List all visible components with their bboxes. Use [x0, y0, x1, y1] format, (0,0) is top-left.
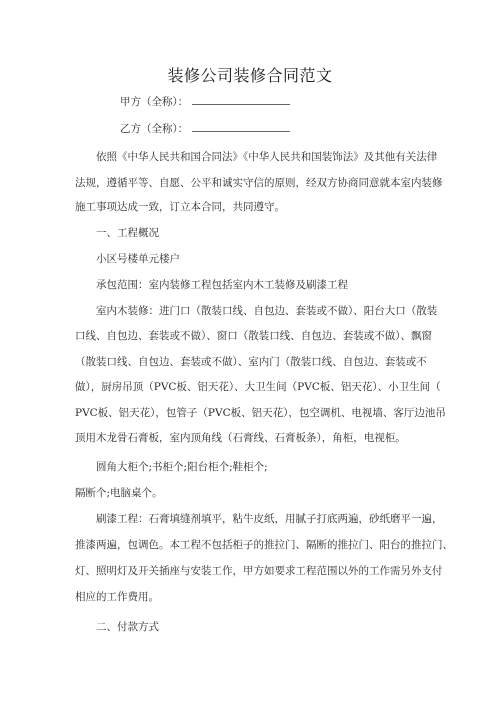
party-a-line: [120, 94, 290, 109]
intro-line: 依照《中华人民共和国合同法》《中华人民共和国装饰法》及其他有关法律: [96, 151, 438, 163]
party-b-label: 乙方（全称）：: [120, 123, 189, 135]
woodwork-line: 室内木装修：进门口（散装口线、自包边、套装或不做）、阳台大口（散装: [96, 305, 438, 317]
painting-line: 推漆两遍，包调色。本工程不包括柜子的推拉门、隔断的推拉门、阳台的推拉门、: [75, 539, 453, 551]
document-title: 装修公司装修合同范文: [167, 66, 333, 85]
party-a-blank: [192, 94, 290, 105]
party-b-line: [120, 121, 290, 136]
woodwork-line: 口线、自包边、套装或不做）、窗口（散装口线、自包边、套装或不做）、飘窗: [75, 330, 432, 342]
intro-line: 法规，遵循平等、自愿、公平和诚实守信的原则，经双方协商同意就本室内装修: [75, 177, 443, 189]
section-heading: 一、工程概况: [96, 227, 159, 239]
woodwork-line: 做），厨房吊顶（PVC板、铝天花）、大卫生间（PVC板、铝天花）、小卫生间（: [75, 381, 441, 393]
location-line: 小区号楼单元楼户: [96, 253, 180, 265]
party-b-blank: [192, 121, 290, 132]
section-heading: 二、付款方式: [96, 621, 159, 633]
cabinets-line: 圆角大柜个;书柜个;阳台柜个;鞋柜个;: [96, 461, 268, 473]
woodwork-line: （散装口线、自包边、套装或不做）、室内门（散装口线、自包边、套装或不: [75, 356, 427, 368]
painting-line: 灯、照明灯及开关插座与安装工作，甲方如要求工程范围以外的工作需另外支付: [75, 565, 443, 577]
painting-line: 相应的工作费用。: [75, 591, 159, 603]
scope-line: 承包范围：室内装修工程包括室内木工装修及刷漆工程: [96, 279, 348, 291]
cabinets-line: 隔断个;电脑桌个。: [75, 487, 163, 499]
painting-line: 刷漆工程：石膏填缝剂填平，粘牛皮纸，用腻子打底两遍，砂纸磨平一遍，: [96, 513, 443, 525]
intro-line: 施工事项达成一致，订立本合同，共同遵守。: [75, 201, 285, 213]
party-a-label: 甲方（全称）：: [120, 96, 189, 108]
woodwork-line: 顶用木龙骨石膏板，室内顶角线（石膏线、石膏板条），角柜，电视柜。: [75, 432, 406, 444]
woodwork-line: PVC板、铝天花），包管子（PVC板、铝天花），包空调机、电视墙、客厅边池吊: [75, 407, 446, 419]
